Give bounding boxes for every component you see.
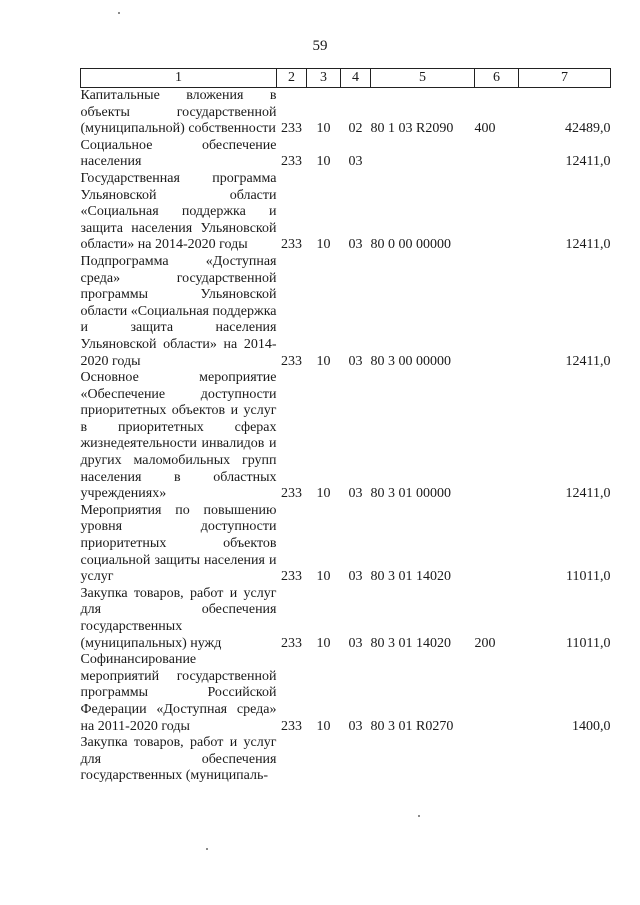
row-col-3: 10 [316,237,331,253]
row-col-4 [341,735,371,785]
row-col-7: 11011,0 [566,635,611,651]
row-col-3: 10 [316,635,331,651]
budget-table [80,68,611,785]
row-col-5 [371,138,475,171]
scan-speck [206,848,208,850]
row-col-5: 80 0 00 00000 [370,237,451,253]
row-col-6 [475,138,519,171]
row-col-6 [475,652,519,735]
row-name: Основное мероприятие «Обеспечение доступности приоритетных объектов и услуг в приоритетных сферах жизнедеятельности инвалидов и других маломобильных групп населения в областных учреждениях» [80,370,277,502]
row-col-7: 11011,0 [566,569,611,585]
row-col-4: 03 [348,486,363,502]
page-number: 59 [312,38,328,54]
row-name: Государственная программа Ульяновской области «Социальная поддержка и защита населения Ульяновской области» на 2014-2020 годы [80,170,277,253]
row-col-7: 12411,0 [565,353,611,369]
row-col-5: 80 3 01 00000 [370,486,451,502]
row-name: Мероприятия по повышению уровня доступности приоритетных объектов социальной защиты населения и услуг [80,502,277,585]
table-row [81,652,611,735]
table-row [81,171,611,254]
row-col-4: 02 [348,121,363,137]
row-col-6 [475,503,519,586]
table-row [81,254,611,370]
scan-speck [418,815,420,817]
row-col-2: 233 [281,154,302,170]
table-row [81,370,611,503]
row-col-4: 03 [348,353,363,369]
row-name: Капитальные вложения в объекты государственной (муниципальной) собственности [80,88,277,137]
row-col-6 [475,171,519,254]
row-col-5: 80 3 01 14020 [370,635,451,651]
row-col-2: 233 [281,718,302,734]
row-col-3 [307,735,341,785]
table-row [81,586,611,652]
row-col-3: 10 [316,718,331,734]
row-col-7: 12411,0 [565,237,611,253]
row-name: Закупка товаров, работ и услуг для обеспечения государственных (муниципаль- [80,735,277,784]
row-col-4: 03 [348,718,363,734]
row-col-4: 03 [348,237,363,253]
row-col-5 [371,735,475,785]
row-col-2: 233 [281,121,302,137]
header-col-4: 4 [341,69,371,88]
header-col-3: 3 [307,69,341,88]
header-col-5: 5 [371,69,475,88]
row-col-3: 10 [316,486,331,502]
table-row [81,503,611,586]
scan-speck [118,12,120,14]
row-name: Софинансирование мероприятий государственной программы Российской Федерации «Доступная среда» на 2011-2020 годы [80,652,277,734]
row-col-6 [475,254,519,370]
row-col-6 [475,370,519,503]
table-row [81,138,611,171]
row-col-6: 400 [474,121,496,137]
row-name: Подпрограмма «Доступная среда» государственной программы Ульяновской области «Социальная поддержка и защита населения Ульяновской области» на 2014-2020 годы [80,253,277,369]
header-row [81,69,611,88]
table-row [81,88,611,138]
row-col-4: 03 [348,569,363,585]
row-col-7: 42489,0 [565,121,611,137]
row-col-5: 80 3 00 00000 [370,353,451,369]
row-col-7: 12411,0 [565,486,611,502]
row-col-2: 233 [281,237,302,253]
row-col-5: 80 3 01 R0270 [370,718,454,734]
row-col-4: 03 [348,635,363,651]
header-col-6: 6 [475,69,519,88]
row-col-2: 233 [281,353,302,369]
table-row [81,735,611,785]
row-col-6 [475,735,519,785]
row-col-7: 1400,0 [572,718,611,734]
header-col-7: 7 [519,69,611,88]
row-col-5: 80 3 01 14020 [370,569,451,585]
row-name: Социальное обеспечение населения [80,137,277,170]
row-col-3: 10 [316,569,331,585]
row-col-4: 03 [348,154,363,170]
row-col-6: 200 [474,635,496,651]
row-col-2: 233 [281,486,302,502]
header-col-2: 2 [277,69,307,88]
row-col-3: 10 [316,154,331,170]
row-col-2 [277,735,307,785]
row-col-5: 80 1 03 R2090 [370,121,454,137]
row-col-3: 10 [316,121,331,137]
row-name: Закупка товаров, работ и услуг для обеспечения государственных (муниципальных) нужд [80,585,277,651]
row-col-7: 12411,0 [565,154,611,170]
row-col-2: 233 [281,569,302,585]
row-col-7 [519,735,611,785]
table-header [81,69,611,88]
row-col-3: 10 [316,353,331,369]
table-body [81,88,611,785]
row-col-2: 233 [281,635,302,651]
header-col-1: 1 [81,69,277,88]
